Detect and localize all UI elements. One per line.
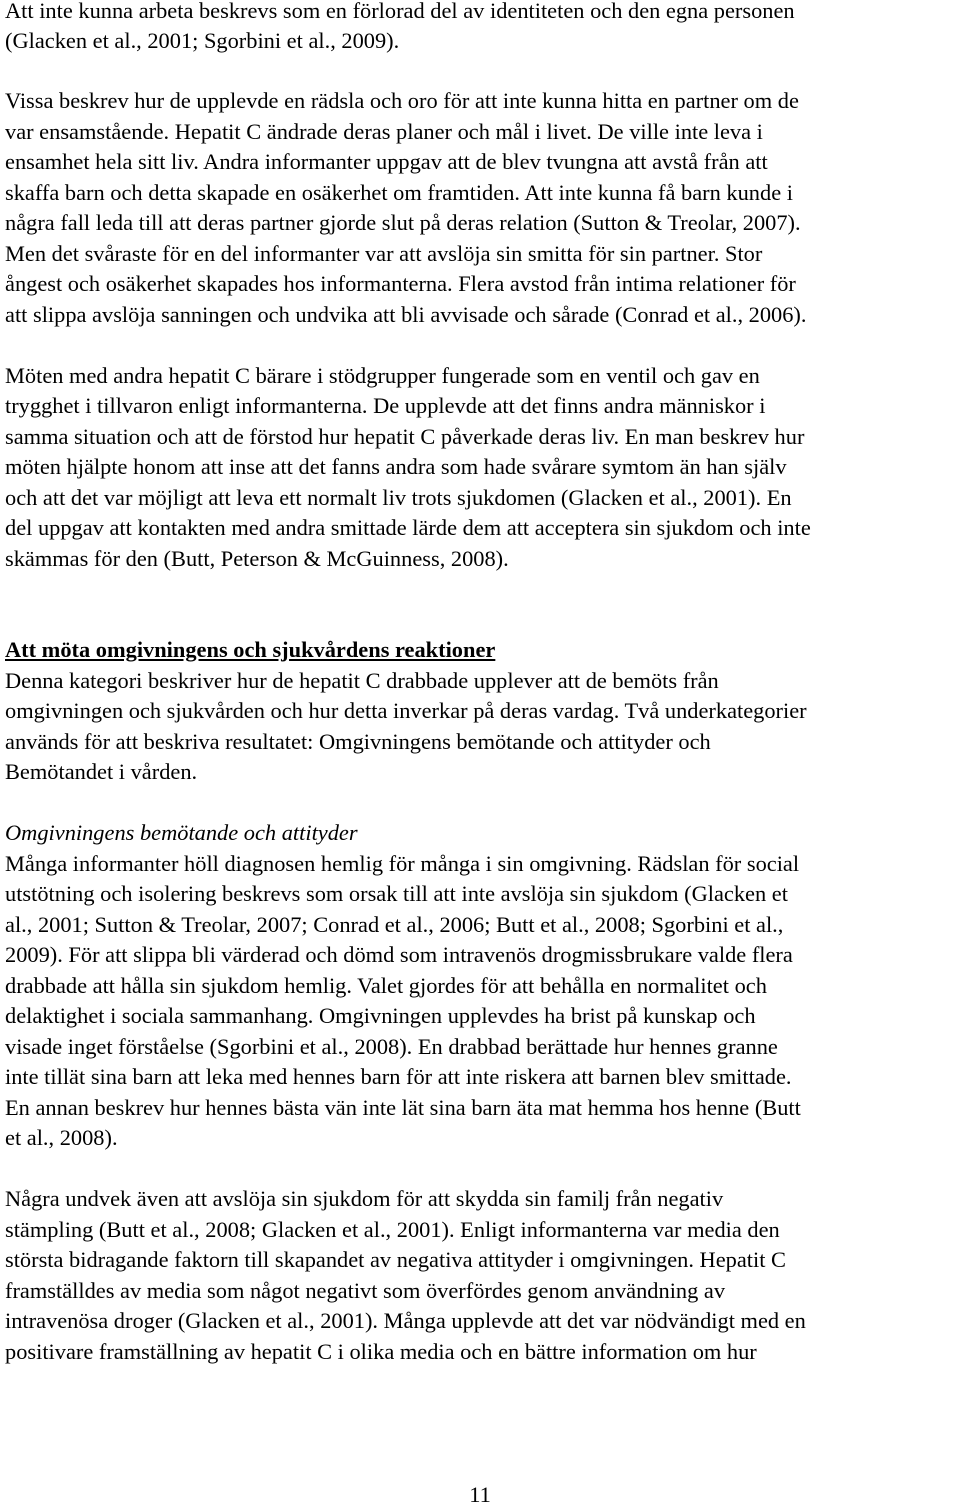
paragraph-3-line-4: möten hjälpte honom att inse att det fanns andra som hade svårare symtom än han själv [5,454,787,479]
subsection-paragraph-2-line-3: största bidragande faktorn till skapandet av negativa attityder i omgivningen. Hepatit C [5,1247,786,1272]
subsection-paragraph-1-line-8: inte tillät sina barn att leka med hennes barn för att inte riskera att barnen blev smittade. [5,1064,792,1089]
paragraph-2-line-5: några fall leda till att deras partner gjorde slut på deras relation (Sutton & Treolar, 2007). [5,210,801,235]
section-intro-line-4: Bemötandet i vården. [5,759,198,784]
paragraph-2-line-4: skaffa barn och detta skapade en osäkerhet om framtiden. Att inte kunna få barn kunde i [5,180,793,205]
subsection-paragraph-1-line-10: et al., 2008). [5,1125,118,1150]
subsection-paragraph-2-line-5: intravenösa droger (Glacken et al., 2001). Många upplevde att det var nödvändigt med en [5,1308,806,1333]
subsection-paragraph-2-line-6: positivare framställning av hepatit C i olika media och en bättre information om hur [5,1339,757,1364]
paragraph-2-line-7: ångest och osäkerhet skapades hos informanterna. Flera avstod från intima relationer för [5,271,796,296]
paragraph-3-line-1: Möten med andra hepatit C bärare i stödgrupper fungerade som en ventil och gav en [5,363,760,388]
subsection-paragraph-1-line-9: En annan beskrev hur hennes bästa vän inte lät sina barn äta mat hemma hos henne (Butt [5,1095,801,1120]
paragraph-3-line-2: trygghet i tillvaron enligt informanterna. De upplevde att det finns andra människor i [5,393,766,418]
paragraph-3-line-5: och att det var möjligt att leva ett normalt liv trots sjukdomen (Glacken et al., 2001). En [5,485,792,510]
section-intro-line-2: omgivningen och sjukvården och hur detta inverkar på deras vardag. Två underkategorier [5,698,807,723]
section-intro-line-1: Denna kategori beskriver hur de hepatit C drabbade upplever att de bemöts från [5,668,719,693]
subsection-heading: Omgivningens bemötande och attityder [5,820,358,845]
subsection-paragraph-2-line-4: framställdes av media som något negativt som överfördes genom användning av [5,1278,726,1303]
subsection-paragraph-1-line-3: al., 2001; Sutton & Treolar, 2007; Conrad et al., 2006; Butt et al., 2008; Sgorbini et al., [5,912,784,937]
subsection-paragraph-1-line-2: utstötning och isolering beskrevs som orsak till att inte avslöja sin sjukdom (Glacken et [5,881,788,906]
paragraph-3-line-3: samma situation och att de förstod hur hepatit C påverkade deras liv. En man beskrev hur [5,424,805,449]
subsection-paragraph-2-line-2: stämpling (Butt et al., 2008; Glacken et al., 2001). Enligt informanterna var media den [5,1217,780,1242]
paragraph-3-line-7: skämmas för den (Butt, Peterson & McGuinness, 2008). [5,546,509,571]
paragraph-3-line-6: del uppgav att kontakten med andra smittade lärde dem att acceptera sin sjukdom och inte [5,515,811,540]
paragraph-2-line-3: ensamhet hela sitt liv. Andra informanter uppgav att de blev tvungna att avstå från att [5,149,768,174]
section-heading: Att möta omgivningens och sjukvårdens reaktioner [5,637,496,662]
subsection-paragraph-2-line-1: Några undvek även att avslöja sin sjukdom för att skydda sin familj från negativ [5,1186,724,1211]
paragraph-2-line-6: Men det svåraste för en del informanter var att avslöja sin smitta för sin partner. Stor [5,241,763,266]
subsection-paragraph-1-line-4: 2009). För att slippa bli värderad och dömd som intravenös drogmissbrukare valde flera [5,942,793,967]
subsection-paragraph-1-line-1: Många informanter höll diagnosen hemlig för många i sin omgivning. Rädslan för social [5,851,800,876]
paragraph-1-line-2: (Glacken et al., 2001; Sgorbini et al., 2009). [5,28,400,53]
subsection-paragraph-1-line-6: delaktighet i sociala sammanhang. Omgivningen upplevdes ha brist på kunskap och [5,1003,756,1028]
section-intro-line-3: används för att beskriva resultatet: Omgivningens bemötande och attityder och [5,729,711,754]
paragraph-2-line-2: var ensamstående. Hepatit C ändrade deras planer och mål i livet. De ville inte leva i [5,119,763,144]
paragraph-2-line-8: att slippa avslöja sanningen och undvika att bli avvisade och sårade (Conrad et al., 2006). [5,302,807,327]
subsection-paragraph-1-line-5: drabbade att hålla sin sjukdom hemlig. Valet gjordes för att behålla en normalitet och [5,973,767,998]
page-number: 11 [469,1482,491,1507]
paragraph-2-line-1: Vissa beskrev hur de upplevde en rädsla och oro för att inte kunna hitta en partner om de [5,88,799,113]
paragraph-1-line-1: Att inte kunna arbeta beskrevs som en förlorad del av identiteten och den egna personen [5,0,795,23]
subsection-paragraph-1-line-7: visade inget förståelse (Sgorbini et al., 2008). En drabbad berättade hur hennes granne [5,1034,778,1059]
